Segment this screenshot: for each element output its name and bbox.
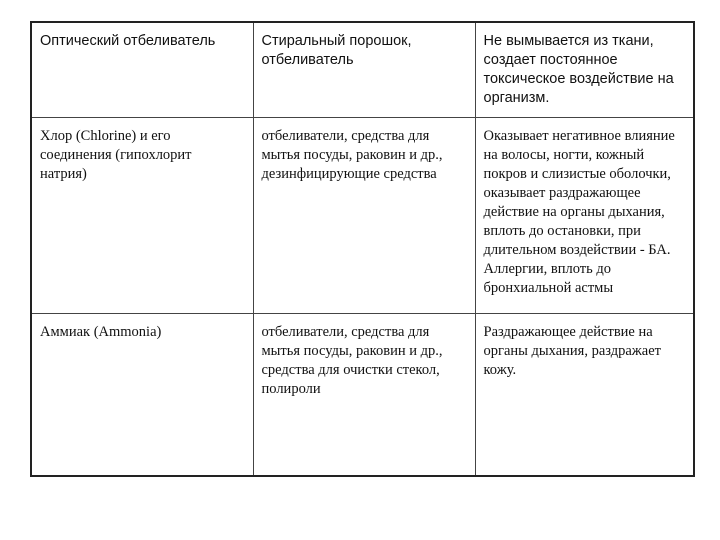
table-row xyxy=(31,22,694,118)
effect-text: Раздражающее действие на органы дыхания, раздражает кожу. xyxy=(483,324,662,378)
table-row xyxy=(31,314,694,477)
usage-text: отбеливатели, средства для мытья посуды, раковин и др., средства для очистки стекол, полироли xyxy=(261,324,443,397)
usage-cell xyxy=(253,118,475,314)
effect-cell xyxy=(475,118,694,314)
substances-table xyxy=(30,21,695,477)
substance-cell xyxy=(31,118,253,314)
effect-cell xyxy=(475,22,694,118)
usage-cell xyxy=(253,314,475,477)
effect-cell xyxy=(475,314,694,477)
usage-text: Стиральный порошок, отбеливатель xyxy=(261,33,412,68)
substance-name: Хлор (Chlorine) и его соединения (гипохлорит натрия) xyxy=(40,128,192,182)
substance-name: Аммиак (Ammonia) xyxy=(40,324,162,340)
substance-name: Оптический отбеливатель xyxy=(40,33,216,49)
usage-cell xyxy=(253,22,475,118)
usage-text: отбеливатели, средства для мытья посуды, раковин и др., дезинфицирующие средства xyxy=(261,128,443,182)
table-row xyxy=(31,118,694,314)
substance-cell xyxy=(31,314,253,477)
effect-text: Не вымывается из ткани, создает постоянное токсическое воздействие на организм. xyxy=(483,33,674,106)
effect-text: Оказывает негативное влияние на волосы, ногти, кожный покров и слизистые оболочки, оказывает раздражающее действие на органы дыхания, вплоть до остановки, при длительном воздействии - БА. Аллергии, вплоть до бронхиальной астмы xyxy=(483,128,675,296)
substance-cell xyxy=(31,22,253,118)
